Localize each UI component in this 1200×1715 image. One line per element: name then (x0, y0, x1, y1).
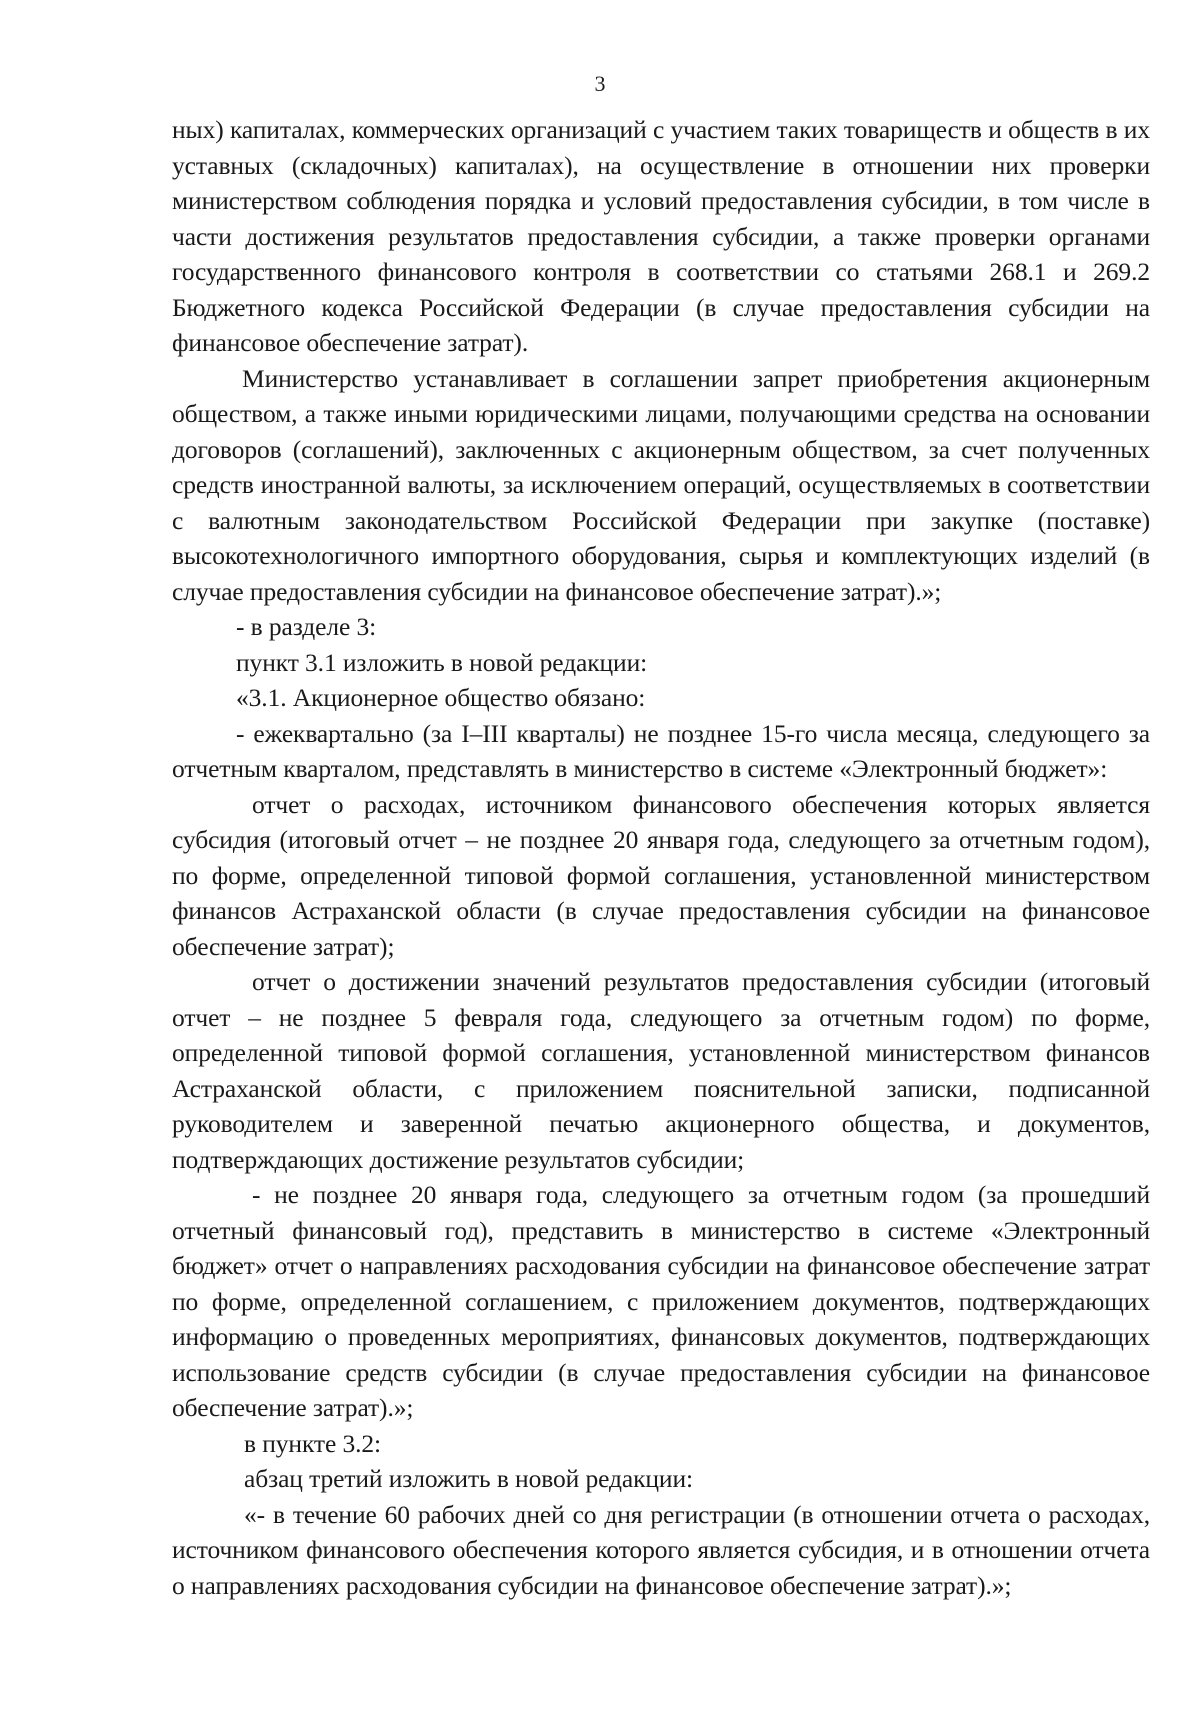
paragraph-expense-report: отчет о расходах, источником финансового обеспечения которых является субсидия (итоговый отчет – не позднее 20 января года, следующего за отчетным годом), по форме, определенной типовой формой соглашения, установленной министерством финансов Астраханской области (в случае предоставления субсидии на финансовое обеспечение затрат); (172, 789, 1150, 961)
paragraph-third-subparagraph: абзац третий изложить в новой редакции: (244, 1464, 693, 1493)
page-number: 3 (594, 71, 606, 96)
paragraph-annual-report: - не позднее 20 января года, следующего за отчетным годом (за прошедший отчетный финансовый год), представить в министерство в системе «Электронный бюджет» отчет о направлениях расходования субсидии на финансовое обеспечение затрат по форме, определенной соглашением, с приложением документов, подтверждающих информацию о проведенных мероприятиях, финансовых документов, подтверждающих использование средств субсидии (в случае предоставления субсидии на финансовое обеспечение затрат).»; (172, 1180, 1150, 1422)
paragraph-clause-3-1-title: «3.1. Акционерное общество обязано: (236, 683, 646, 712)
document-body (172, 112, 1150, 1603)
paragraph-clause-3-1-heading: пункт 3.1 изложить в новой редакции: (236, 647, 648, 677)
paragraph-section-3: - в разделе 3: (236, 612, 377, 641)
paragraph-60-days: «- в течение 60 рабочих дней со дня регистрации (в отношении отчета о расходах, источником финансового обеспечения которого является субсидия, и в отношении отчета о направлениях расходования субсидии на финансовое обеспечение затрат).»; (172, 1499, 1150, 1600)
paragraph-clause-3-2: в пункте 3.2: (244, 1428, 382, 1458)
paragraph-results-report: отчет о достижении значений результатов предоставления субсидии (итоговый отчет – не позднее 5 февраля года, следующего за отчетным годом) по форме, определенной типовой формой соглашения, установленной министерством финансов Астраханской области, с приложением пояснительной записки, подписанной руководителем и заверенной печатью акционерного общества, и документов, подтверждающих достижение результатов субсидии; (172, 967, 1150, 1174)
paragraph-ministry-prohibition: Министерство устанавливает в соглашении запрет приобретения акционерным обществом, а также иными юридическими лицами, получающими средства на основании договоров (соглашений), заключенных с акционерным обществом, за счет полученных средств иностранной валюты, за исключением операций, осуществляемых в соответствии с валютным законодательством Российской Федерации при закупке (поставке) высокотехнологичного импортного оборудования, сырья и комплектующих изделий (в случае предоставления субсидии на финансовое обеспечение затрат).»; (172, 363, 1150, 606)
paragraph-quarterly-report: - ежеквартально (за I–III кварталы) не позднее 15-го числа месяца, следующего за отчетным кварталом, представлять в министерство в системе «Электронный бюджет»: (172, 718, 1150, 783)
paragraph-continuation: ных) капиталах, коммерческих организаций с участием таких товариществ и обществ в их уставных (складочных) капиталах), на осуществление в отношении них проверки министерством соблюдения порядка и условий предоставления субсидии, в том числе в части достижения результатов предоставления субсидии, а также проверки органами государственного финансового контроля в соответствии со статьями 268.1 и 269.2 Бюджетного кодекса Российской Федерации (в случае предоставления субсидии на финансовое обеспечение затрат). (172, 115, 1150, 357)
